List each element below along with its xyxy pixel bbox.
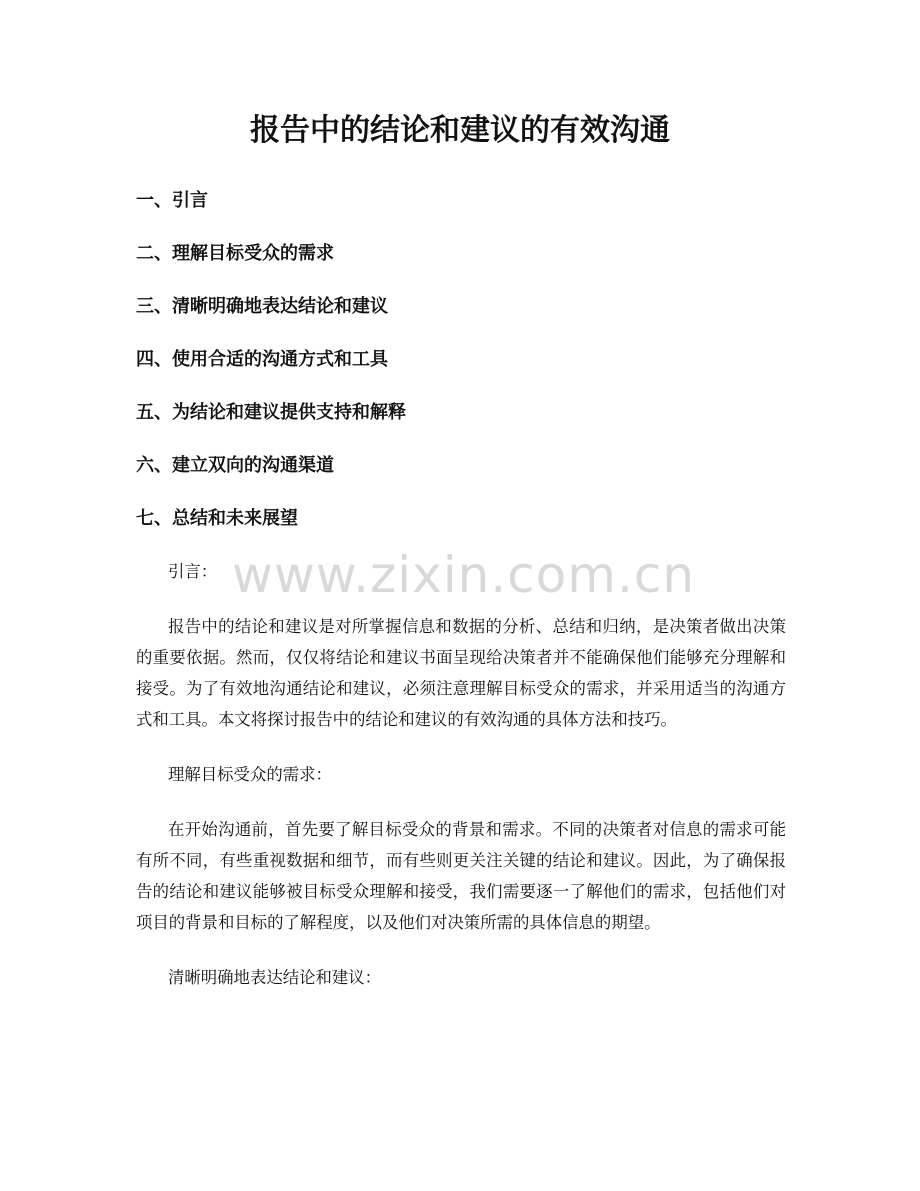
toc-item: 一、引言 bbox=[136, 190, 208, 211]
paragraph-audience: 在开始沟通前，首先要了解目标受众的背景和需求。不同的决策者对信息的需求可能有所不同，有些重视数据和细节，而有些则更关注关键的结论和建议。因此，为了确保报告的结论和建议能够被目标受众理解和接受，我们需要逐一了解他们的需求，包括他们对项目的背景和目标的了解程度，以及他们对决策所需的具体信息的期望。 bbox=[136, 820, 786, 932]
document-body bbox=[136, 556, 786, 1017]
toc-item: 五、为结论和建议提供支持和解释 bbox=[136, 402, 406, 423]
toc-item: 六、建立双向的沟通渠道 bbox=[136, 455, 334, 476]
toc-item: 七、总结和未来展望 bbox=[136, 508, 298, 529]
toc-item: 四、使用合适的沟通方式和工具 bbox=[136, 349, 388, 370]
watermark: www.zixin.com.cn bbox=[232, 546, 696, 604]
toc-item: 二、理解目标受众的需求 bbox=[136, 243, 334, 264]
paragraph-intro: 报告中的结论和建议是对所掌握信息和数据的分析、总结和归纳，是决策者做出决策的重要依据。然而，仅仅将结论和建议书面呈现给决策者并不能确保他们能够充分理解和接受。为了有效地沟通结论和建议，必须注意理解目标受众的需求，并采用适当的沟通方式和工具。本文将探讨报告中的结论和建议的有效沟通的具体方法和技巧。 bbox=[136, 617, 786, 729]
section-heading-audience: 理解目标受众的需求： bbox=[168, 765, 332, 784]
section-heading-intro: 引言： bbox=[168, 562, 218, 581]
document-title: 报告中的结论和建议的有效沟通 bbox=[250, 113, 670, 148]
table-of-contents bbox=[136, 186, 406, 557]
section-heading-clarity: 清晰明确地表达结论和建议： bbox=[168, 968, 382, 987]
toc-item: 三、清晰明确地表达结论和建议 bbox=[136, 296, 388, 317]
